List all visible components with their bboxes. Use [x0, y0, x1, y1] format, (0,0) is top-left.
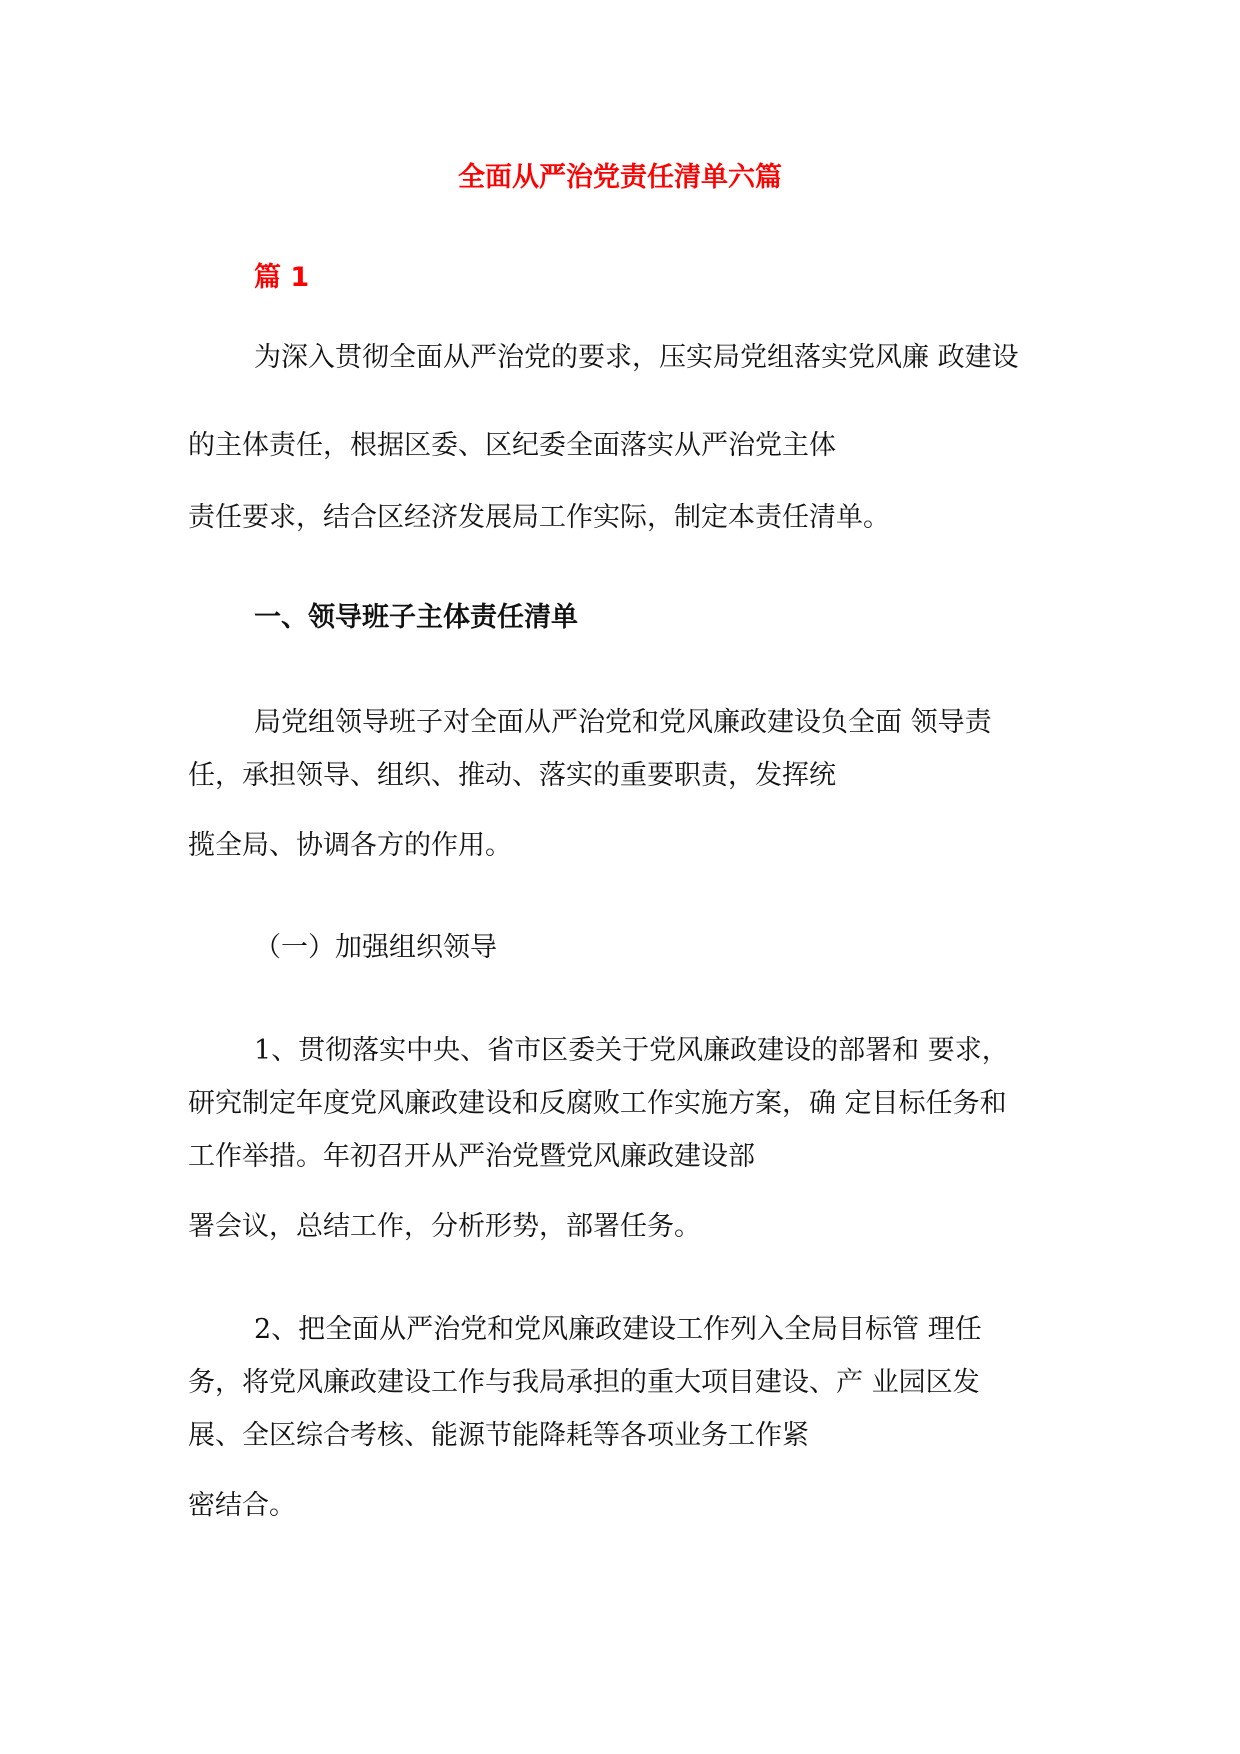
paragraph-line: 局党组领导班子对全面从严治党和党风廉政建设负全面 领导责	[254, 707, 992, 738]
list-item-line: 展、全区综合考核、能源节能降耗等各项业务工作紧	[188, 1420, 809, 1451]
document-title: 全面从严治党责任清单六篇	[458, 162, 782, 193]
paragraph-line: 揽全局、协调各方的作用。	[188, 830, 512, 861]
paragraph-line: 为深入贯彻全面从严治党的要求，压实局党组落实党风廉 政建设	[254, 342, 1019, 373]
list-item-line	[254, 1312, 982, 1348]
section-heading: 一、领导班子主体责任清单	[254, 602, 578, 633]
list-item-line	[254, 1033, 1009, 1069]
paragraph-line: 任，承担领导、组织、推动、落实的重要职责，发挥统	[188, 760, 836, 791]
list-item-line: 工作举措。年初召开从严治党暨党风廉政建设部	[188, 1141, 755, 1172]
list-item-line: 密结合。	[188, 1490, 296, 1521]
item-text: 、把全面从严治党和党风廉政建设工作列入全局目标管 理任	[271, 1314, 982, 1345]
list-item-line: 务，将党风廉政建设工作与我局承担的重大项目建设、产 业园区发	[188, 1367, 980, 1398]
section-label: 篇 1	[254, 262, 310, 293]
list-item-line: 研究制定年度党风廉政建设和反腐败工作实施方案，确 定目标任务和	[188, 1088, 1007, 1119]
paragraph-line: 责任要求，结合区经济发展局工作实际，制定本责任清单。	[188, 502, 890, 533]
item-number: 2	[254, 1314, 272, 1345]
paragraph-line: 的主体责任，根据区委、区纪委全面落实从严治党主体	[188, 430, 836, 461]
subheading: （一）加强组织领导	[254, 932, 497, 963]
item-number: 1	[254, 1035, 272, 1066]
list-item-line: 署会议，总结工作，分析形势，部署任务。	[188, 1211, 701, 1242]
item-text: 、贯彻落实中央、省市区委关于党风廉政建设的部署和 要求，	[271, 1035, 1009, 1066]
